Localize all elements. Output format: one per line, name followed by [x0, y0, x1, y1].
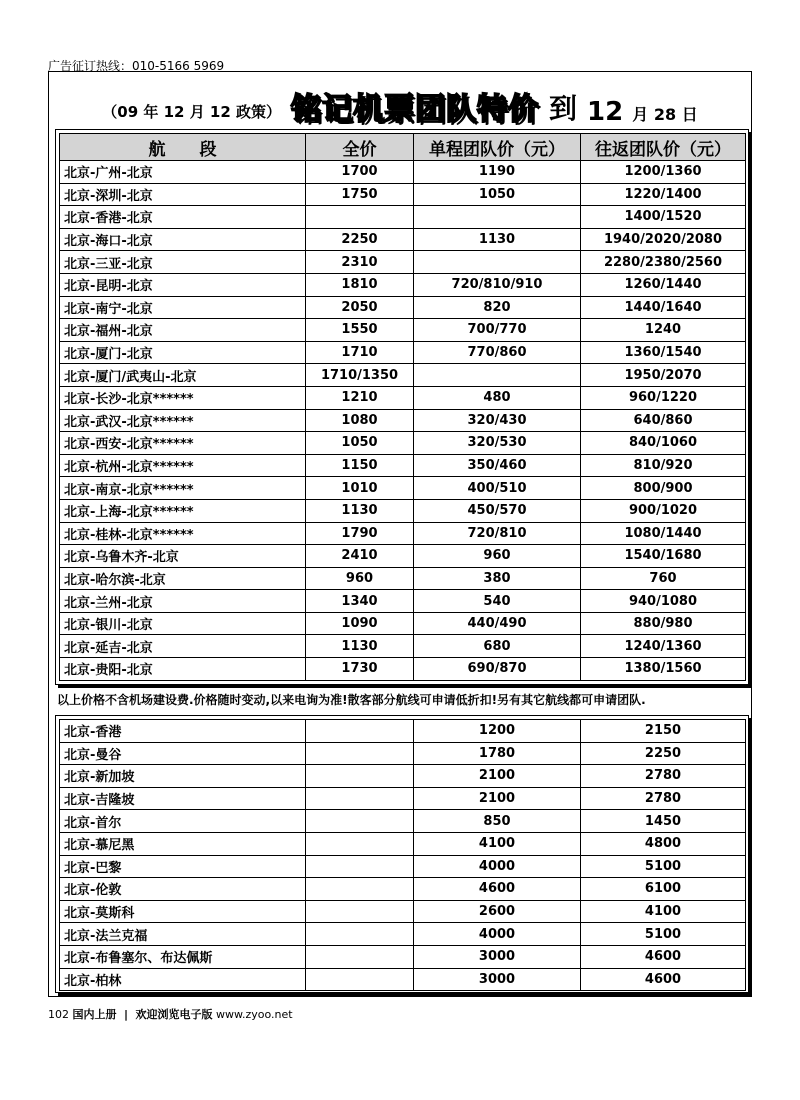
route-cell: 北京-深圳-北京 [60, 183, 306, 206]
one-way-price-cell: 4100 [414, 832, 581, 855]
table-row [60, 968, 746, 991]
route-cell: 北京-三亚-北京 [60, 251, 306, 274]
one-way-price-cell: 2100 [414, 765, 581, 788]
header-route: 航 段 [60, 134, 306, 161]
round-trip-price-cell: 2780 [581, 765, 746, 788]
table-row [60, 567, 746, 590]
one-way-price-cell [414, 364, 581, 387]
round-trip-price-cell: 840/1060 [581, 432, 746, 455]
route-cell: 北京-首尔 [60, 810, 306, 833]
round-trip-price-cell: 6100 [581, 878, 746, 901]
round-trip-price-cell: 1400/1520 [581, 206, 746, 229]
route-cell: 北京-乌鲁木齐-北京 [60, 545, 306, 568]
full-price-cell: 1810 [306, 273, 414, 296]
full-price-cell [306, 810, 414, 833]
round-trip-price-cell: 4600 [581, 968, 746, 991]
route-cell: 北京-武汉-北京****** [60, 409, 306, 432]
route-cell: 北京-贵阳-北京 [60, 658, 306, 681]
one-way-price-cell: 320/530 [414, 432, 581, 455]
title-to: 到 [549, 92, 578, 125]
table-row [60, 183, 746, 206]
one-way-price-cell: 770/860 [414, 341, 581, 364]
route-cell: 北京-延吉-北京 [60, 635, 306, 658]
round-trip-price-cell: 1240/1360 [581, 635, 746, 658]
full-price-cell: 1050 [306, 432, 414, 455]
full-price-cell [306, 787, 414, 810]
table-row [60, 900, 746, 923]
table-row [60, 273, 746, 296]
price-note: 以上价格不含机场建设费.价格随时变动,以来电询为准!散客部分航线可申请低折扣!另有其它航线都可申请团队. [57, 693, 646, 707]
one-way-price-cell: 4600 [414, 878, 581, 901]
page-footer [48, 1006, 293, 1022]
full-price-cell [306, 945, 414, 968]
one-way-price-cell: 450/570 [414, 499, 581, 522]
table-row [60, 341, 746, 364]
route-cell: 北京-西安-北京****** [60, 432, 306, 455]
route-cell: 北京-吉隆坡 [60, 787, 306, 810]
full-price-cell [306, 765, 414, 788]
round-trip-price-cell: 2250 [581, 742, 746, 765]
round-trip-price-cell: 960/1220 [581, 386, 746, 409]
round-trip-price-cell: 5100 [581, 923, 746, 946]
one-way-price-cell: 700/770 [414, 319, 581, 342]
header-full-price: 全价 [306, 134, 414, 161]
one-way-price-cell: 320/430 [414, 409, 581, 432]
table-row [60, 206, 746, 229]
one-way-price-cell: 1200 [414, 720, 581, 743]
table-row [60, 590, 746, 613]
price-frame [48, 71, 752, 997]
page-title [49, 86, 751, 128]
table-row [60, 296, 746, 319]
full-price-cell [306, 878, 414, 901]
round-trip-price-cell: 1080/1440 [581, 522, 746, 545]
full-price-cell: 1710/1350 [306, 364, 414, 387]
round-trip-price-cell: 4800 [581, 832, 746, 855]
page-number: 102 [48, 1008, 69, 1021]
route-cell: 北京-莫斯科 [60, 900, 306, 923]
one-way-price-cell [414, 206, 581, 229]
table-row [60, 658, 746, 681]
one-way-price-cell: 850 [414, 810, 581, 833]
full-price-cell: 1550 [306, 319, 414, 342]
footer-url: www.zyoo.net [216, 1008, 293, 1021]
one-way-price-cell: 820 [414, 296, 581, 319]
full-price-cell [306, 742, 414, 765]
full-price-cell: 2250 [306, 228, 414, 251]
round-trip-price-cell: 1540/1680 [581, 545, 746, 568]
full-price-cell: 1010 [306, 477, 414, 500]
footer-section: 国内上册 [72, 1008, 117, 1021]
one-way-price-cell: 2100 [414, 787, 581, 810]
route-cell: 北京-香港 [60, 720, 306, 743]
round-trip-price-cell: 880/980 [581, 612, 746, 635]
one-way-price-cell: 690/870 [414, 658, 581, 681]
round-trip-price-cell: 1440/1640 [581, 296, 746, 319]
round-trip-price-cell: 4100 [581, 900, 746, 923]
one-way-price-cell: 3000 [414, 968, 581, 991]
international-table [55, 715, 749, 993]
title-date-month: 12 [587, 97, 624, 127]
full-price-cell [306, 900, 414, 923]
full-price-cell: 1080 [306, 409, 414, 432]
one-way-price-cell: 3000 [414, 945, 581, 968]
table-row [60, 545, 746, 568]
header-row [60, 134, 746, 161]
one-way-price-cell: 4000 [414, 923, 581, 946]
round-trip-price-cell: 900/1020 [581, 499, 746, 522]
full-price-cell: 2410 [306, 545, 414, 568]
route-cell: 北京-长沙-北京****** [60, 386, 306, 409]
full-price-cell: 1130 [306, 499, 414, 522]
full-price-cell: 1340 [306, 590, 414, 613]
one-way-price-cell: 480 [414, 386, 581, 409]
route-cell: 北京-福州-北京 [60, 319, 306, 342]
title-main: 铭记机票团队特价 [291, 92, 540, 127]
full-price-cell: 960 [306, 567, 414, 590]
table-row [60, 161, 746, 184]
full-price-cell: 1730 [306, 658, 414, 681]
header-round-trip: 往返团队价（元） [581, 134, 746, 161]
round-trip-price-cell: 810/920 [581, 454, 746, 477]
round-trip-price-cell: 1220/1400 [581, 183, 746, 206]
one-way-price-cell: 540 [414, 590, 581, 613]
round-trip-price-cell: 940/1080 [581, 590, 746, 613]
full-price-cell: 1710 [306, 341, 414, 364]
route-cell: 北京-柏林 [60, 968, 306, 991]
table-row [60, 409, 746, 432]
full-price-cell: 1130 [306, 635, 414, 658]
route-cell: 北京-兰州-北京 [60, 590, 306, 613]
route-cell: 北京-杭州-北京****** [60, 454, 306, 477]
table-row [60, 810, 746, 833]
one-way-price-cell [414, 251, 581, 274]
route-cell: 北京-银川-北京 [60, 612, 306, 635]
route-cell: 北京-上海-北京****** [60, 499, 306, 522]
round-trip-price-cell: 1240 [581, 319, 746, 342]
route-cell: 北京-昆明-北京 [60, 273, 306, 296]
round-trip-price-cell: 2780 [581, 787, 746, 810]
round-trip-price-cell: 1940/2020/2080 [581, 228, 746, 251]
one-way-price-cell: 1190 [414, 161, 581, 184]
round-trip-price-cell: 1260/1440 [581, 273, 746, 296]
table-row [60, 522, 746, 545]
table-row [60, 923, 746, 946]
table-row [60, 878, 746, 901]
route-cell: 北京-曼谷 [60, 742, 306, 765]
round-trip-price-cell: 640/860 [581, 409, 746, 432]
footer-welcome: 欢迎浏览电子版 [135, 1008, 213, 1021]
round-trip-price-cell: 2280/2380/2560 [581, 251, 746, 274]
one-way-price-cell: 400/510 [414, 477, 581, 500]
table-row [60, 386, 746, 409]
route-cell: 北京-桂林-北京****** [60, 522, 306, 545]
table-row [60, 765, 746, 788]
route-cell: 北京-布鲁塞尔、布达佩斯 [60, 945, 306, 968]
route-cell: 北京-厦门-北京 [60, 341, 306, 364]
route-cell: 北京-新加坡 [60, 765, 306, 788]
footer-separator: | [124, 1008, 129, 1021]
one-way-price-cell: 350/460 [414, 454, 581, 477]
full-price-cell: 2310 [306, 251, 414, 274]
full-price-cell: 1790 [306, 522, 414, 545]
full-price-cell [306, 832, 414, 855]
route-cell: 北京-慕尼黑 [60, 832, 306, 855]
one-way-price-cell: 680 [414, 635, 581, 658]
one-way-price-cell: 1050 [414, 183, 581, 206]
table-row [60, 720, 746, 743]
full-price-cell: 1210 [306, 386, 414, 409]
one-way-price-cell: 1130 [414, 228, 581, 251]
route-cell: 北京-南宁-北京 [60, 296, 306, 319]
round-trip-price-cell: 1200/1360 [581, 161, 746, 184]
route-cell: 北京-香港-北京 [60, 206, 306, 229]
table-row [60, 945, 746, 968]
one-way-price-cell: 2600 [414, 900, 581, 923]
ad-hotline: 广告征订热线：010-5166 5969 [48, 59, 225, 73]
one-way-price-cell: 720/810 [414, 522, 581, 545]
one-way-price-cell: 1780 [414, 742, 581, 765]
table-row [60, 832, 746, 855]
one-way-price-cell: 720/810/910 [414, 273, 581, 296]
full-price-cell: 1700 [306, 161, 414, 184]
route-cell: 北京-海口-北京 [60, 228, 306, 251]
route-cell: 北京-法兰克福 [60, 923, 306, 946]
table-row [60, 855, 746, 878]
table-row [60, 742, 746, 765]
route-cell: 北京-哈尔滨-北京 [60, 567, 306, 590]
title-date-day: 月 28 日 [632, 105, 698, 124]
title-date [587, 97, 698, 127]
round-trip-price-cell: 5100 [581, 855, 746, 878]
table-row [60, 499, 746, 522]
one-way-price-cell: 960 [414, 545, 581, 568]
table-row [60, 477, 746, 500]
round-trip-price-cell: 760 [581, 567, 746, 590]
round-trip-price-cell: 1360/1540 [581, 341, 746, 364]
domestic-table [55, 129, 749, 685]
round-trip-price-cell: 1950/2070 [581, 364, 746, 387]
full-price-cell [306, 855, 414, 878]
full-price-cell: 1090 [306, 612, 414, 635]
table-row [60, 635, 746, 658]
one-way-price-cell: 380 [414, 567, 581, 590]
table-row [60, 432, 746, 455]
table-row [60, 228, 746, 251]
route-cell: 北京-厦门/武夷山-北京 [60, 364, 306, 387]
one-way-price-cell: 4000 [414, 855, 581, 878]
full-price-cell [306, 923, 414, 946]
round-trip-price-cell: 2150 [581, 720, 746, 743]
full-price-cell: 1750 [306, 183, 414, 206]
route-cell: 北京-广州-北京 [60, 161, 306, 184]
full-price-cell [306, 206, 414, 229]
table-row [60, 787, 746, 810]
route-cell: 北京-伦敦 [60, 878, 306, 901]
table-row [60, 364, 746, 387]
one-way-price-cell: 440/490 [414, 612, 581, 635]
round-trip-price-cell: 1450 [581, 810, 746, 833]
policy-date: （09 年 12 月 12 政策） [102, 103, 282, 121]
route-cell: 北京-南京-北京****** [60, 477, 306, 500]
full-price-cell [306, 720, 414, 743]
round-trip-price-cell: 4600 [581, 945, 746, 968]
header-one-way: 单程团队价（元） [414, 134, 581, 161]
round-trip-price-cell: 1380/1560 [581, 658, 746, 681]
full-price-cell [306, 968, 414, 991]
table-row [60, 251, 746, 274]
table-row [60, 319, 746, 342]
round-trip-price-cell: 800/900 [581, 477, 746, 500]
table-row [60, 454, 746, 477]
full-price-cell: 2050 [306, 296, 414, 319]
route-cell: 北京-巴黎 [60, 855, 306, 878]
full-price-cell: 1150 [306, 454, 414, 477]
table-row [60, 612, 746, 635]
